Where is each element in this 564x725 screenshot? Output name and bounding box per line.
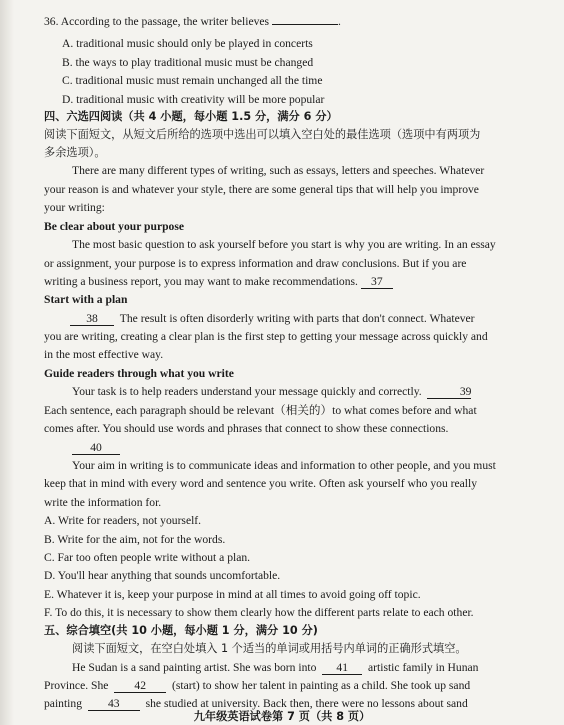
blank-42: 42 <box>114 679 166 693</box>
subheading-guide: Guide readers through what you write <box>44 367 234 380</box>
blank-43: 43 <box>88 697 140 711</box>
blank-39: 39 <box>427 385 471 399</box>
option-d: D. You'll hear anything that sounds uncomfortable. <box>44 569 281 582</box>
section-5-instruction: 阅读下面短文，在空白处填入 1 个适当的单词或用括号内单词的正确形式填空。 <box>72 642 467 655</box>
intro-line-2: your reason is and whatever your style, there are some general tips that will help you improve <box>44 183 479 196</box>
question-36-option-d: D. traditional music with creativity will be more popular <box>62 93 325 106</box>
question-36-option-a: A. traditional music should only be played in concerts <box>62 37 313 50</box>
para-3-line-2: Each sentence, each paragraph should be relevant（相关的）to what comes before and what <box>44 404 477 417</box>
section-4-heading: 四、六选四阅读（共 4 小题，每小题 1.5 分，满分 6 分） <box>44 110 338 123</box>
para-1-line-2: or assignment, your purpose is to express information and draw conclusions. But if you are <box>44 257 467 270</box>
question-36-option-c: C. traditional music must remain unchanged all the time <box>62 74 323 87</box>
para-3-line-3: comes after. You should use words and phrases that connect to show these connections. <box>44 422 449 435</box>
para-2-line-3: in the most effective way. <box>44 348 164 361</box>
question-36-stem: 36. According to the passage, the writer believes . <box>44 15 341 28</box>
para-3-line-1: Your task is to help readers understand your message quickly and correctly. 39 <box>72 385 472 398</box>
section-5-heading: 五、综合填空(共 10 小题，每小题 1 分，满分 10 分) <box>44 624 318 637</box>
scan-edge-shadow <box>0 0 14 725</box>
section-5-line-1: He Sudan is a sand painting artist. She was born into 41 artistic family in Hunan <box>72 661 479 674</box>
question-36-blank <box>272 24 338 25</box>
intro-line-3: your writing: <box>44 201 105 214</box>
blank-38: 38 <box>70 312 114 326</box>
para-2-line-2: you are writing, creating a clear plan is the first step to getting your message across quickly and <box>44 330 488 343</box>
section-4-instruction-2: 多余选项）。 <box>44 146 106 159</box>
para-4-line-1: Your aim in writing is to communicate ideas and information to other people, and you must <box>72 459 496 472</box>
option-f: F. To do this, it is necessary to show them clearly how the different parts relate to each other. <box>44 606 474 619</box>
para-1-line-1: The most basic question to ask yourself before you start is why you are writing. In an essay <box>72 238 496 251</box>
para-4-blank-line <box>44 440 564 456</box>
subheading-purpose: Be clear about your purpose <box>44 220 184 233</box>
subheading-plan: Start with a plan <box>44 293 128 306</box>
page-footer: 九年级英语试卷第 7 页（共 8 页） <box>193 710 371 723</box>
section-5-line-2: Province. She 42 (start) to show her talent in painting as a child. She took up sand <box>44 679 471 692</box>
para-2-line-1: 38 The result is often disorderly writing with parts that don't connect. Whatever <box>44 311 564 327</box>
para-4-line-2: keep that in mind with every word and sentence you write. Often ask yourself who you really <box>44 477 478 490</box>
blank-40: 40 <box>72 441 120 455</box>
intro-line-1: There are many different types of writing, such as essays, letters and speeches. Whatever <box>72 164 485 177</box>
section-4-instruction-1: 阅读下面短文，从短文后所给的选项中选出可以填入空白处的最佳选项（选项中有两项为 <box>44 128 481 141</box>
question-36-option-b: B. the ways to play traditional music must be changed <box>62 56 314 69</box>
option-a: A. Write for readers, not yourself. <box>44 514 202 527</box>
para-4-line-3: write the information for. <box>44 496 162 509</box>
blank-41: 41 <box>322 661 362 675</box>
option-e: E. Whatever it is, keep your purpose in mind at all times to avoid going off topic. <box>44 588 421 601</box>
blank-37: 37 <box>361 275 393 289</box>
option-b: B. Write for the aim, not for the words. <box>44 533 226 546</box>
option-c: C. Far too often people write without a plan. <box>44 551 251 564</box>
para-1-line-3: writing a business report, you may want to make recommendations. 37 <box>44 274 564 290</box>
section-5-line-3: painting 43 she studied at university. Back then, there were no lessons about sand <box>44 697 468 710</box>
